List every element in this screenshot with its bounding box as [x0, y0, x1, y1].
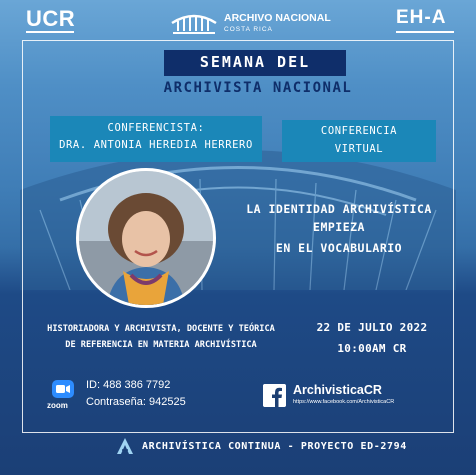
speaker-bio-line2: DE REFERENCIA EN MATERIA ARCHIVÍSTICA	[65, 340, 257, 350]
event-title-line1: SEMANA DEL	[199, 53, 311, 71]
speaker-bio-line1: HISTORIADORA Y ARCHIVISTA, DOCENTE Y TEÓRICA	[47, 324, 275, 334]
zoom-camera-icon	[52, 380, 74, 398]
zoom-password: Contraseña: 942525	[86, 396, 186, 408]
facebook-icon	[263, 384, 286, 407]
archivo-nacional-emblem-icon	[170, 9, 218, 35]
topic-line2: EMPIEZA	[313, 220, 365, 234]
conference-format-line2: VIRTUAL	[334, 143, 384, 155]
speaker-label: CONFERENCISTA:	[107, 122, 205, 134]
zoom-wordmark: zoom	[47, 401, 68, 410]
zoom-meeting-id: ID: 488 386 7792	[86, 379, 171, 391]
event-title-line2: ARCHIVISTA NACIONAL	[163, 80, 353, 96]
facebook-page-name[interactable]: ArchivisticaCR	[293, 383, 382, 397]
eha-logo-underline	[396, 31, 454, 33]
archivo-nacional-title: ARCHIVO NACIONAL	[224, 12, 331, 24]
event-time: 10:00AM CR	[337, 342, 407, 355]
facebook-page-url[interactable]: https://www.facebook.com/ArchivisticaCR	[293, 399, 395, 405]
ucr-logo: UCR	[26, 6, 76, 31]
archivo-nacional-logo	[170, 9, 340, 37]
archivo-nacional-subtitle: COSTA RICA	[224, 26, 273, 33]
speaker-photo	[76, 168, 216, 308]
ucr-logo-underline	[26, 31, 74, 33]
archivistica-a-icon	[116, 437, 134, 455]
event-date: 22 DE JULIO 2022	[316, 321, 428, 334]
speaker-name: DRA. ANTONIA HEREDIA HERRERO	[59, 139, 253, 151]
topic-line1: LA IDENTIDAD ARCHIVÍSTICA	[246, 202, 432, 216]
speaker-portrait	[79, 171, 213, 305]
topic-line3: EN EL VOCABULARIO	[275, 241, 403, 255]
eha-logo: EH-A	[396, 7, 447, 28]
conference-format-line1: CONFERENCIA	[320, 125, 398, 137]
footer-project: ARCHIVÍSTICA CONTINUA - PROYECTO ED-2794	[142, 441, 407, 452]
